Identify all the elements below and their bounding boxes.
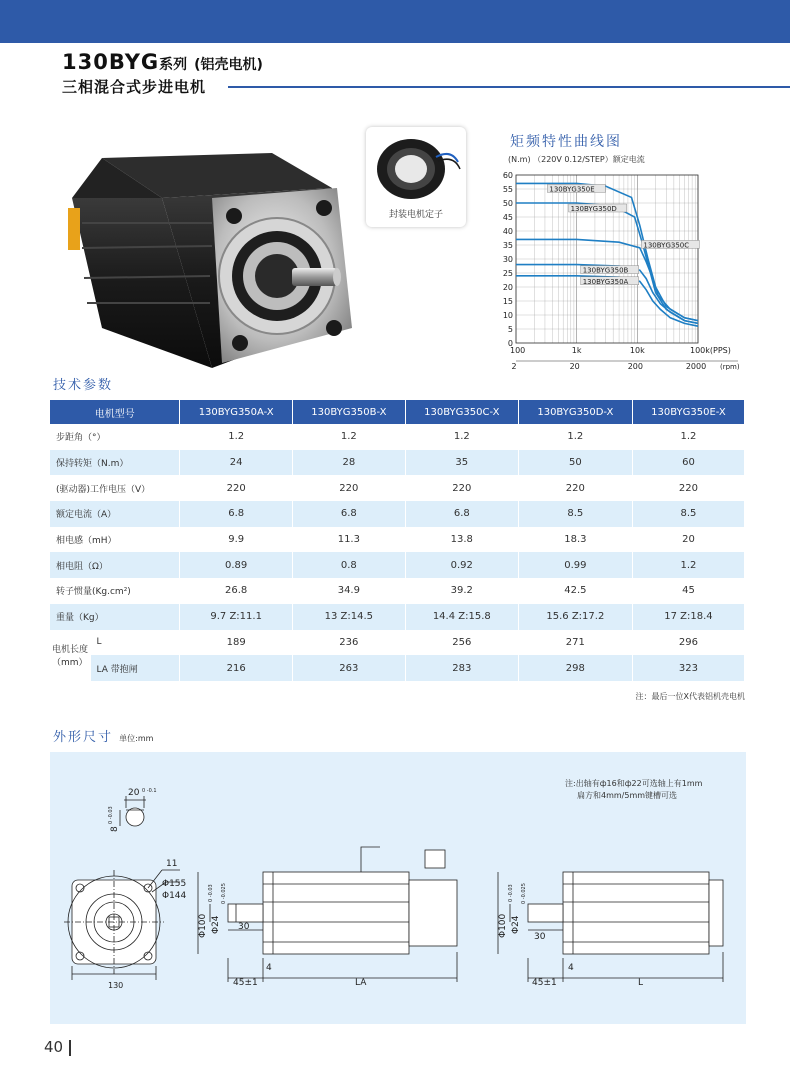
spec-cell: 189 (180, 630, 293, 656)
chart-y-tick-label: 55 (502, 185, 513, 194)
key-width-label: 20 (128, 788, 140, 798)
top-color-bar (0, 0, 790, 43)
title-series: 系列 (159, 57, 188, 73)
d155-label: Φ155 (162, 879, 187, 889)
dim-section-title (53, 726, 153, 745)
d144-label: Φ144 (162, 891, 187, 901)
spec-row-label: 转子惯量(Kg.cm²) (50, 578, 180, 604)
spec-length-label: LA 带抱闸 (90, 655, 180, 681)
chart-rpm-tick-label: 2 (511, 362, 517, 370)
spec-cell: 0.89 (180, 552, 293, 578)
spec-cell: 9.7 Z:11.1 (180, 604, 293, 630)
spec-row (50, 552, 745, 578)
dim-title-text: 外形尺寸 (53, 730, 114, 745)
spec-row (50, 450, 745, 476)
spec-cell: 1.2 (292, 424, 405, 450)
d100-tol: 0 -0.03 (208, 884, 214, 902)
spec-cell: 39.2 (405, 578, 518, 604)
spec-cell: 50 (518, 450, 632, 476)
chart-x-tick-label: 1k (571, 346, 582, 355)
thickness-label: 11 (166, 859, 178, 869)
chart-series-label: 130BYG350E (549, 185, 595, 194)
chart-rpm-unit: (rpm) (720, 363, 740, 370)
dimension-note-line2: 扁方和4mm/5mm键槽可选 (577, 791, 678, 800)
spec-cell: 15.6 Z:17.2 (518, 604, 632, 630)
dim-unit: 单位:mm (119, 734, 154, 743)
spec-cell: 8.5 (632, 501, 744, 527)
spec-cell: 220 (405, 475, 518, 501)
spec-row-label: 重量（Kg） (50, 604, 180, 630)
dimension-note (565, 778, 702, 802)
chart-series-label: 130BYG350C (643, 241, 690, 250)
chart-y-tick-label: 10 (502, 311, 513, 320)
spec-table (50, 400, 745, 681)
page-number-bar (69, 1040, 71, 1056)
torque-frequency-chart (490, 165, 760, 370)
square-label: 130 (108, 981, 124, 990)
page-subtitle: 三相混合式步进电机 (62, 78, 207, 96)
flange-thickness-label-2: 4 (568, 963, 574, 973)
spec-length-row (50, 630, 745, 656)
spec-cell: 0.8 (292, 552, 405, 578)
spec-row (50, 578, 745, 604)
chart-x-tick-label: 100k(PPS) (690, 346, 731, 355)
spec-cell: 1.2 (180, 424, 293, 450)
spec-row (50, 604, 745, 630)
spec-length-row (50, 655, 745, 681)
spec-cell: 0.99 (518, 552, 632, 578)
spec-cell: 34.9 (292, 578, 405, 604)
chart-y-tick-label: 15 (502, 297, 513, 306)
d24-label-2: Φ24 (511, 915, 521, 934)
shaft-total-label-2: 45±1 (532, 978, 557, 988)
spec-cell: 1.2 (632, 552, 744, 578)
chart-series-line (516, 203, 698, 323)
chart-x-tick-label: 10k (629, 346, 645, 355)
d24-tol: 0 -0.025 (221, 883, 227, 904)
l-label: L (638, 978, 644, 988)
d100-tol-2: 0 -0.03 (508, 884, 514, 902)
la-label: LA (355, 978, 367, 988)
spec-row-label: 相电感（mH） (50, 527, 180, 553)
curve-subtitle: (N.m) （220V 0.12/STEP）额定电流 (508, 155, 645, 164)
spec-length-group-label: 电机长度 （mm） (50, 630, 90, 681)
spec-cell: 283 (405, 655, 518, 681)
spec-cell: 1.2 (518, 424, 632, 450)
d24-tol-2: 0 -0.025 (521, 883, 527, 904)
spec-cell: 263 (292, 655, 405, 681)
chart-y-tick-label: 30 (502, 255, 513, 264)
key-height-tol: 0 -0.03 (108, 806, 114, 824)
spec-cell: 24 (180, 450, 293, 476)
chart-rpm-tick-label: 200 (627, 362, 643, 370)
chart-series-label: 130BYG350B (582, 266, 629, 275)
key-width-tol: 0 -0.1 (142, 788, 157, 794)
spec-cell: 6.8 (180, 501, 293, 527)
d100-label: Φ100 (198, 913, 208, 938)
shaft-len-label-2: 30 (534, 932, 546, 942)
spec-cell: 60 (632, 450, 744, 476)
spec-cell: 13.8 (405, 527, 518, 553)
spec-row-label: 保持转矩（N.m） (50, 450, 180, 476)
motor-photo (62, 128, 362, 368)
spec-cell: 271 (518, 630, 632, 656)
spec-cell: 296 (632, 630, 744, 656)
spec-cell: 323 (632, 655, 744, 681)
spec-row (50, 501, 745, 527)
chart-y-tick-label: 40 (502, 227, 513, 236)
chart-y-tick-label: 45 (502, 213, 513, 222)
spec-cell: 42.5 (518, 578, 632, 604)
title-underline (228, 86, 790, 88)
spec-header-cell: 电机型号 (50, 400, 180, 424)
spec-cell: 6.8 (292, 501, 405, 527)
spec-header-cell: 130BYG350E-X (632, 400, 744, 424)
spec-row-label: 步距角（°） (50, 424, 180, 450)
spec-cell: 1.2 (632, 424, 744, 450)
spec-cell: 220 (180, 475, 293, 501)
title-note: (铝壳电机) (194, 57, 263, 73)
spec-cell: 20 (632, 527, 744, 553)
chart-y-tick-label: 60 (502, 171, 513, 180)
spec-cell: 45 (632, 578, 744, 604)
shaft-len-label: 30 (238, 922, 250, 932)
shaft-total-label: 45±1 (233, 978, 258, 988)
spec-cell: 35 (405, 450, 518, 476)
spec-header-cell: 130BYG350A-X (180, 400, 293, 424)
chart-y-tick-label: 0 (507, 339, 513, 348)
chart-y-tick-label: 20 (502, 283, 513, 292)
spec-row (50, 527, 745, 553)
spec-cell: 220 (292, 475, 405, 501)
spec-header-cell: 130BYG350C-X (405, 400, 518, 424)
spec-cell: 298 (518, 655, 632, 681)
spec-cell: 236 (292, 630, 405, 656)
chart-series-label: 130BYG350D (570, 205, 617, 213)
spec-cell: 220 (518, 475, 632, 501)
spec-note: 注：最后一位X代表铝机壳电机 (635, 692, 745, 701)
spec-header-cell: 130BYG350D-X (518, 400, 632, 424)
spec-row-label: 相电阻（Ω） (50, 552, 180, 578)
page-number: 40 (44, 1038, 64, 1056)
d24-label: Φ24 (211, 915, 221, 934)
stator-photo-card (366, 127, 466, 227)
spec-cell: 6.8 (405, 501, 518, 527)
key-height-label: 8 (110, 826, 120, 832)
chart-series-label: 130BYG350A (582, 277, 629, 286)
spec-section-title: 技术参数 (53, 378, 114, 393)
spec-cell: 220 (632, 475, 744, 501)
title-model: 130BYG (62, 50, 160, 74)
stator-photo (366, 127, 466, 207)
curve-title: 矩频特性曲线图 (510, 134, 622, 150)
chart-y-tick-label: 35 (502, 241, 513, 250)
spec-cell: 18.3 (518, 527, 632, 553)
spec-cell: 11.3 (292, 527, 405, 553)
spec-header-row (50, 400, 745, 424)
stator-label: 封装电机定子 (388, 210, 443, 220)
spec-cell: 13 Z:14.5 (292, 604, 405, 630)
chart-y-tick-label: 25 (502, 269, 513, 278)
spec-cell: 8.5 (518, 501, 632, 527)
spec-row (50, 475, 745, 501)
spec-cell: 256 (405, 630, 518, 656)
dimension-note-line1: 注:出轴有ф16和ф22可选轴上有1mm (565, 779, 703, 788)
spec-cell: 1.2 (405, 424, 518, 450)
flange-thickness-label: 4 (266, 963, 272, 973)
spec-row (50, 424, 745, 450)
spec-cell: 0.92 (405, 552, 518, 578)
chart-rpm-tick-label: 2000 (685, 362, 707, 370)
spec-cell: 17 Z:18.4 (632, 604, 744, 630)
chart-y-tick-label: 5 (507, 325, 513, 334)
page-title (62, 50, 263, 74)
spec-header-cell: 130BYG350B-X (292, 400, 405, 424)
spec-cell: 14.4 Z:15.8 (405, 604, 518, 630)
spec-row-label: (驱动器)工作电压（V） (50, 475, 180, 501)
spec-cell: 28 (292, 450, 405, 476)
chart-y-tick-label: 50 (502, 199, 513, 208)
spec-length-label: L (90, 630, 180, 656)
chart-x-tick-label: 100 (510, 346, 526, 355)
spec-cell: 216 (180, 655, 293, 681)
spec-cell: 26.8 (180, 578, 293, 604)
spec-cell: 9.9 (180, 527, 293, 553)
d100-label-2: Φ100 (498, 913, 508, 938)
chart-rpm-tick-label: 20 (569, 362, 580, 370)
spec-row-label: 额定电流（A） (50, 501, 180, 527)
